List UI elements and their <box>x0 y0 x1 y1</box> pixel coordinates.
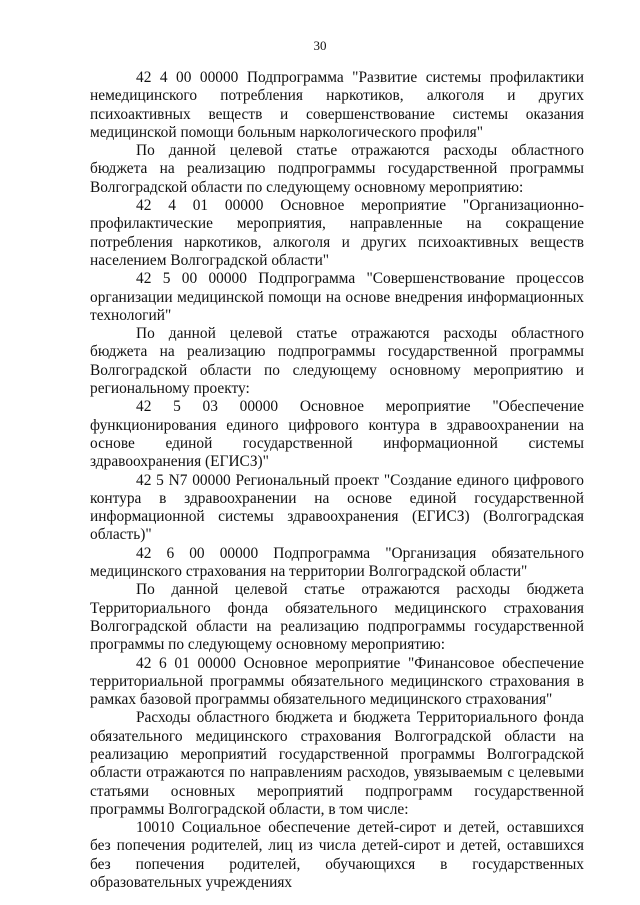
document-body <box>90 69 584 892</box>
page-number: 30 <box>313 38 327 53</box>
paragraph-expenses-note: По данной целевой статье отражаются расходы областного бюджета на реализацию подпрограммы государственной программы Волгоградской области по следующему основному мероприятию: <box>90 142 584 196</box>
paragraph-measure-42-5-03: 42 5 03 00000 Основное мероприятие "Обеспечение функционирования единого цифрового контура в здравоохранении на основе единой государственной информационной системы здравоохранения (ЕГИСЗ)" <box>90 398 584 471</box>
paragraph-subprogram-42-5: 42 5 00 00000 Подпрограмма "Совершенствование процессов организации медицинской помощи на основе внедрения информационных технологий" <box>90 270 584 324</box>
paragraph-expenses-note: По данной целевой статье отражаются расходы бюджета Территориального фонда обязательного медицинского страхования Волгоградской области на реализацию подпрограммы государственной программы по следующему основному мероприятию: <box>90 581 584 654</box>
paragraph-direction-10010: 10010 Социальное обеспечение детей-сирот и детей, оставшихся без попечения родителей, лиц из числа детей-сирот и детей, оставшихся без попечения родителей, обучающихся в государственных образовательных учреждениях <box>90 819 584 892</box>
paragraph-expense-directions: Расходы областного бюджета и бюджета Территориального фонда обязательного медицинского страхования Волгоградской области на реализацию мероприятий государственной программы Волгоградской области отражаются по направлениям расходов, увязываемым с целевыми статьями основных мероприятий подпрограмм государственной программы Волгоградской области, в том числе: <box>90 709 584 818</box>
paragraph-measure-42-6-01: 42 6 01 00000 Основное мероприятие "Финансовое обеспечение территориальной программы обязательного медицинского страхования в рамках базовой программы обязательного медицинского страхования" <box>90 654 584 709</box>
paragraph-expenses-note: По данной целевой статье отражаются расходы областного бюджета на реализацию подпрограммы государственной программы Волгоградской области по следующему основному мероприятию и региональному проекту: <box>90 325 584 398</box>
paragraph-project-42-5-n7: 42 5 N7 00000 Региональный проект "Создание единого цифрового контура в здравоохранении на основе единой государственной информационной системы здравоохранения (ЕГИСЗ) (Волгоградская область)" <box>90 471 584 544</box>
paragraph-subprogram-42-4: 42 4 00 00000 Подпрограмма "Развитие системы профилактики немедицинского потребления наркотиков, алкоголя и других психоактивных веществ и совершенствование системы оказания медицинской помощи больным наркологического профиля" <box>90 69 584 141</box>
paragraph-subprogram-42-6: 42 6 00 00000 Подпрограмма "Организация обязательного медицинского страхования на территории Волгоградской области" <box>90 544 584 581</box>
paragraph-measure-42-4-01: 42 4 01 00000 Основное мероприятие "Организационно-профилактические мероприятия, направленные на сокращение потребления наркотиков, алкоголя и других психоактивных веществ населением Волгоградской области" <box>90 197 584 269</box>
